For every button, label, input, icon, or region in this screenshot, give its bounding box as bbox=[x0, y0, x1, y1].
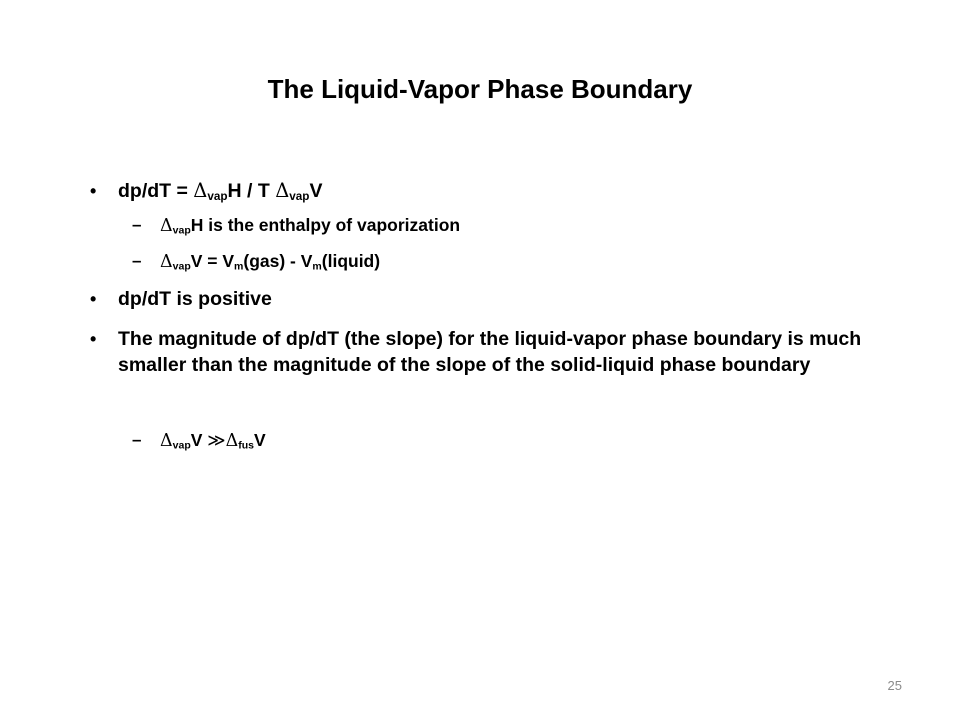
subscript-vap: vap bbox=[172, 439, 191, 452]
bullet-positive bbox=[90, 286, 272, 312]
subbullet-volume-comparison bbox=[132, 428, 266, 453]
subscript-vap: vap bbox=[207, 189, 228, 203]
bullet-magnitude bbox=[90, 326, 918, 378]
subscript-m: m bbox=[234, 260, 244, 273]
subscript-vap: vap bbox=[172, 260, 191, 273]
delta-symbol: Δ bbox=[275, 179, 290, 202]
bullet-marker: • bbox=[90, 289, 97, 309]
bullet-dpdt-equation bbox=[90, 178, 323, 204]
comparison-text-a: V bbox=[190, 430, 208, 450]
volume-text-b: (gas) - V bbox=[243, 251, 313, 271]
subscript-m: m bbox=[312, 260, 322, 273]
bullet-text: The magnitude of dp/dT (the slope) for the liquid-vapor phase boundary is much smaller than the magnitude of the slope of the solid-liquid phase boundary bbox=[118, 328, 862, 376]
dash-marker: – bbox=[132, 215, 142, 234]
subbullet-enthalpy bbox=[132, 213, 461, 238]
delta-symbol: Δ bbox=[160, 216, 173, 236]
dash-marker: – bbox=[132, 251, 142, 270]
delta-symbol: Δ bbox=[193, 179, 208, 202]
delta-symbol: Δ bbox=[160, 252, 173, 272]
bullet-marker: • bbox=[90, 181, 97, 201]
equation-mid: H / T bbox=[227, 180, 276, 202]
volume-text-c: (liquid) bbox=[321, 251, 381, 271]
subscript-vap: vap bbox=[172, 224, 191, 237]
bullet-marker: • bbox=[90, 329, 97, 349]
subbullet-volume bbox=[132, 249, 381, 274]
slide-title: The Liquid-Vapor Phase Boundary bbox=[267, 74, 693, 104]
dash-marker: – bbox=[132, 430, 142, 449]
comparison-text-b: V bbox=[254, 430, 266, 450]
delta-symbol: Δ bbox=[160, 431, 173, 451]
delta-symbol: Δ bbox=[225, 431, 239, 451]
equation-lhs: dp/dT = bbox=[118, 180, 194, 202]
bullet-text: dp/dT is positive bbox=[118, 288, 272, 310]
enthalpy-text: H is the enthalpy of vaporization bbox=[190, 215, 461, 235]
volume-text-a: V = V bbox=[190, 251, 235, 271]
much-greater-than-symbol: ≫ bbox=[207, 431, 226, 451]
subscript-vap: vap bbox=[289, 189, 310, 203]
page-number: 25 bbox=[887, 678, 902, 693]
subscript-fus: fus bbox=[238, 439, 254, 452]
equation-end: V bbox=[309, 180, 323, 202]
